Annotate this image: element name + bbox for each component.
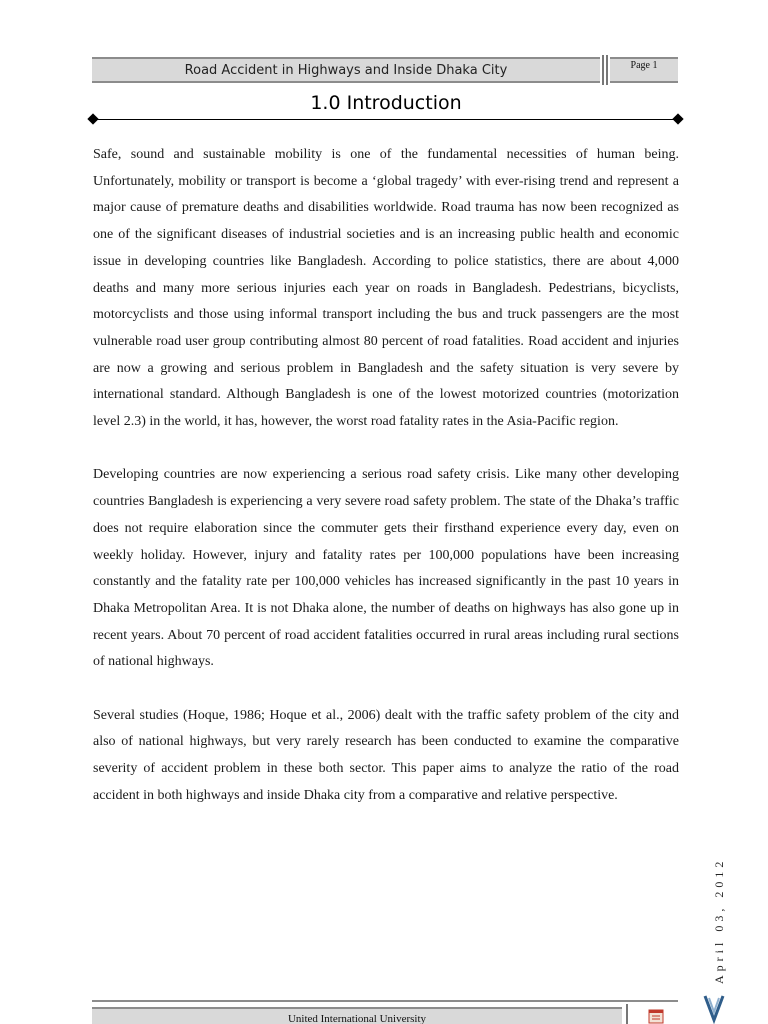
running-title: Road Accident in Highways and Inside Dhaka City <box>184 62 508 78</box>
running-header <box>92 57 600 83</box>
page-number-box <box>610 57 678 83</box>
header-divider <box>602 55 604 85</box>
footer-rule <box>92 1000 678 1002</box>
paragraph-3: Several studies (Hoque, 1986; Hoque et al., 2006) dealt with the traffic safety problem of the city and also of national highways, but very rarely research has been conducted to examine the comparative severity of accident problem in these both sector. This paper aims to analyze the ratio of the road accident in both highways and inside Dhaka city from a comparative and relative perspective. <box>93 707 679 803</box>
paragraph-2: Developing countries are now experiencing a serious road safety crisis. Like many other developing countries Bangladesh is experiencing a very severe road safety problem. The state of the Dhaka’s traffic does not require elaboration since the commuter gets their firsthand experience every day, even on weekly holiday. However, injury and fatality rates per 100,000 populations have been increasing constantly and the fatality rate per 100,000 vehicles has increased significantly in the past 10 years in Dhaka Metropolitan Area. It is not Dhaka alone, the number of deaths on highways has also gone up in recent years. About 70 percent of road accident fatalities occurred in rural areas including rural sections of national highways. <box>93 467 679 670</box>
body-text <box>93 142 679 836</box>
calendar-icon <box>648 1008 664 1024</box>
page-number: Page 1 <box>630 60 658 71</box>
section-title: 1.0 Introduction <box>310 92 462 114</box>
footer-institution: United International University <box>287 1013 427 1024</box>
footer-bar <box>92 1007 622 1024</box>
header-divider <box>606 55 608 85</box>
title-rule <box>94 119 678 120</box>
footer-divider <box>626 1004 628 1024</box>
rule-right-diamond <box>672 113 683 124</box>
paragraph-1: Safe, sound and sustainable mobility is one of the fundamental necessities of human being. Unfortunately, mobility or transport is become a ‘global tragedy’ with ever-rising trend and represent a major cause of premature deaths and disabilities worldwide. Road trauma has now been recognized as one of the significant diseases of industrial societies and is an increasing public health and economic issue in developing countries like Bangladesh. According to police statistics, there are about 4,000 deaths and many more serious injuries each year on roads in Bangladesh. Pedestrians, bicyclists, motorcyclists and those using informal transport including the bus and truck passengers are the most vulnerable road user group contributing almost 80 percent of road fatalities. Road accident and injuries are now a growing and serious problem in Bangladesh and the safety situation is very severe by international standard. Although Bangladesh is one of the lowest motorized countries (motorization level 2.3) in the world, it has, however, the worst road fatality rates in the Asia-Pacific region. <box>93 147 679 430</box>
side-date: April 03, 2012 <box>712 857 726 984</box>
chevron-logo-icon <box>703 990 725 1024</box>
